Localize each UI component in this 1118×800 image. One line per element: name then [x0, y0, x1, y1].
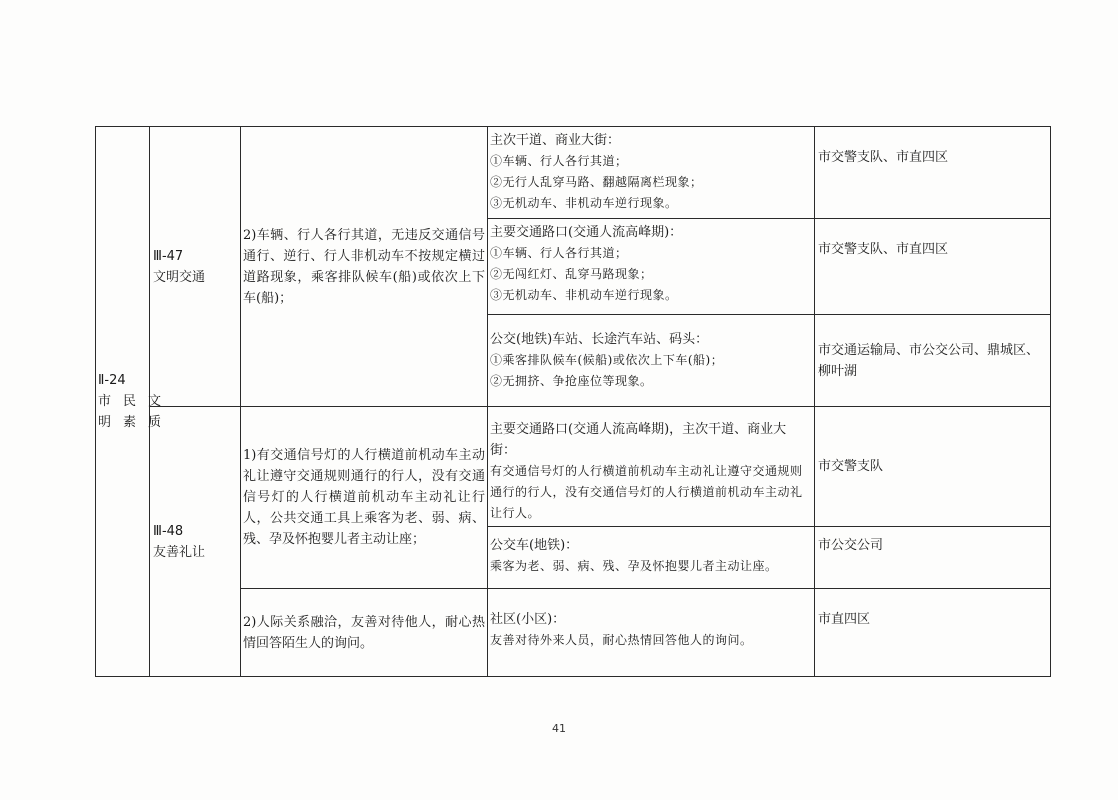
responsible-text: 市交警支队、市直四区 — [818, 150, 949, 165]
location-item: ②无行人乱穿马路、翻越隔离栏现象； — [490, 175, 703, 189]
level3-code: Ⅲ-47 — [153, 248, 184, 264]
responsible-text: 市直四区 — [818, 612, 871, 627]
location-item: 乘客为老、弱、病、残、孕及怀抱婴儿者主动让座。 — [490, 559, 778, 573]
table-row — [96, 407, 1051, 527]
responsible-text: 市交通运输局、市公交公司、鼎城区、柳叶湖 — [818, 342, 1040, 379]
level3-name: 友善礼让 — [153, 544, 206, 560]
responsible-cell — [815, 315, 1051, 407]
responsible-cell — [815, 589, 1051, 677]
responsible-cell — [815, 127, 1051, 219]
location-item: ①车辆、行人各行其道； — [490, 154, 628, 168]
location-heading: 主次干道、商业大街： — [490, 133, 621, 148]
requirement-cell-48-1 — [241, 407, 488, 589]
location-cell — [488, 219, 815, 315]
responsible-text: 市交警支队、市直四区 — [818, 242, 949, 257]
location-heading: 主要交通路口(交通人流高峰期)，主次干道、商业大街： — [490, 422, 787, 458]
location-item: ①乘客排队候车(候船)或依次上下车(船)； — [490, 353, 724, 367]
requirement-text: 2)人际关系融洽，友善对待他人，耐心热情回答陌生人的询问。 — [243, 614, 485, 651]
location-item: ②无拥挤、争抢座位等现象。 — [490, 374, 653, 388]
requirement-cell-47 — [241, 127, 488, 407]
location-item: 友善对待外来人员，耐心热情回答他人的询问。 — [490, 633, 753, 647]
responsible-text: 市交警支队 — [818, 459, 884, 474]
level3-indicator-cell-48 — [150, 407, 241, 677]
location-cell — [488, 527, 815, 589]
requirement-cell-48-2 — [241, 589, 488, 677]
location-cell — [488, 315, 815, 407]
evaluation-table — [95, 126, 1051, 677]
location-item: ③无机动车、非机动车逆行现象。 — [490, 196, 678, 210]
level3-indicator-cell-47 — [150, 127, 241, 407]
table-row — [96, 127, 1051, 219]
location-heading: 社区(小区)： — [490, 612, 566, 627]
location-item: ②无闯红灯、乱穿马路现象； — [490, 267, 653, 281]
location-item: ①车辆、行人各行其道； — [490, 246, 628, 260]
responsible-cell — [815, 407, 1051, 527]
location-cell — [488, 589, 815, 677]
location-item: 有交通信号灯的人行横道前机动车主动礼让遵守交通规则通行的行人，没有交通信号灯的人行横道前机动车主动礼让行人。 — [490, 464, 803, 520]
location-cell — [488, 407, 815, 527]
location-heading: 公交(地铁)车站、长途汽车站、码头： — [490, 332, 709, 347]
level3-name: 文明交通 — [153, 269, 206, 285]
location-cell — [488, 127, 815, 219]
requirement-text: 2)车辆、行人各行其道，无违反交通信号通行、逆行、行人非机动车不按规定横过道路现象，乘客排队候车(船)或依次上下车(船)； — [243, 227, 485, 306]
responsible-cell — [815, 219, 1051, 315]
level2-name-line-1: 市民文 — [98, 394, 174, 409]
requirement-text: 1)有交通信号灯的人行横道前机动车主动礼让遵守交通规则通行的行人，没有交通信号灯的人行横道前机动车主动礼让行人，公共交通工具上乘客为老、弱、病、残、孕及怀抱婴儿者主动让座； — [243, 448, 485, 547]
responsible-text: 市公交公司 — [818, 538, 884, 553]
responsible-cell — [815, 527, 1051, 589]
location-item: ③无机动车、非机动车逆行现象。 — [490, 288, 678, 302]
level2-name-line-2: 明素质 — [98, 415, 174, 430]
location-heading: 主要交通路口(交通人流高峰期)： — [490, 225, 683, 240]
page-number: 41 — [552, 722, 566, 735]
level2-code: Ⅱ-24 — [98, 373, 126, 388]
location-heading: 公交车(地铁)： — [490, 538, 579, 553]
level3-code: Ⅲ-48 — [153, 523, 184, 539]
